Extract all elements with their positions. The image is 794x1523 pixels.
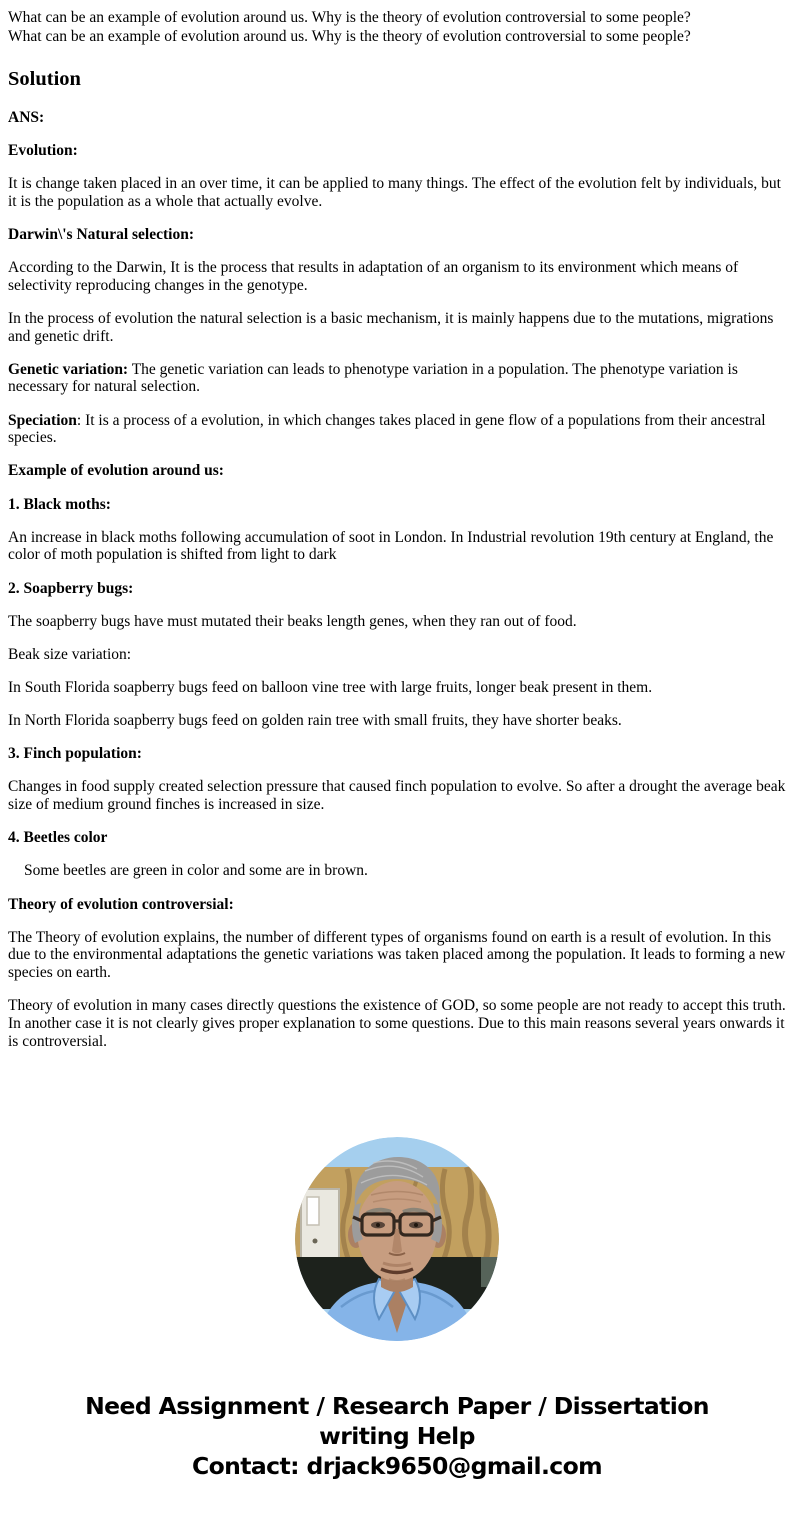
tutor-avatar xyxy=(295,1137,499,1341)
paragraph: The Theory of evolution explains, the number of different types of organisms found on earth is a result of evolution. In this due to the environmental adaptations the genetic variations was taken placed among the population. It leads to forming a new species on earth. xyxy=(8,928,786,982)
footer-banner xyxy=(0,1391,794,1481)
paragraph: In South Florida soapberry bugs feed on balloon vine tree with large fruits, longer beak present in them. xyxy=(8,678,653,696)
footer-line: writing Help xyxy=(319,1422,475,1451)
paragraph: An increase in black moths following accumulation of soot in London. In Industrial revolution 19th century at England, the color of moth population is shifted from light to dark xyxy=(8,528,774,564)
footer-line: Need Assignment / Research Paper / Dissertation xyxy=(85,1392,709,1421)
paragraph: The soapberry bugs have must mutated their beaks length genes, when they ran out of food. xyxy=(8,612,577,630)
paragraph: It is change taken placed in an over time, it can be applied to many things. The effect of the evolution felt by individuals, but it is the population as a whole that actually evolve. xyxy=(8,175,781,210)
section-heading: 4. Beetles color xyxy=(8,829,108,847)
footer-contact: Contact: drjack9650@gmail.com xyxy=(191,1452,603,1481)
avatar-door-pane xyxy=(307,1197,319,1225)
paragraph: Speciation: It is a process of a evolution, in which changes takes placed in gene flow of a populations from their ancestral species. xyxy=(8,411,766,447)
question-line: What can be an example of evolution around us. Why is the theory of evolution controversial to some people? xyxy=(8,27,691,45)
paragraph: According to the Darwin, It is the process that results in adaptation of an organism to its environment which means of selectivity reproducing changes in the genotype. xyxy=(8,259,739,294)
paragraph: Some beetles are green in color and some are in brown. xyxy=(24,862,368,880)
avatar-door-knob xyxy=(313,1239,318,1244)
paragraph: Beak size variation: xyxy=(8,645,132,663)
avatar-pupil-left xyxy=(376,1223,380,1227)
paragraph: Changes in food supply created selection pressure that caused finch population to evolve. So after a drought the average beak size of medium ground finches is increased in size. xyxy=(8,778,786,814)
paragraph: Theory of evolution in many cases directly questions the existence of GOD, so some people are not ready to accept this truth. In another case it is not clearly gives proper explanation to some questions. Due to this main reasons several years onwards it is controversial. xyxy=(8,997,786,1050)
question-line: What can be an example of evolution around us. Why is the theory of evolution controversial to some people? xyxy=(8,9,691,26)
section-heading: 3. Finch population: xyxy=(8,745,142,763)
section-heading: Theory of evolution controversial: xyxy=(8,895,234,913)
paragraph: In North Florida soapberry bugs feed on golden rain tree with small fruits, they have shorter beaks. xyxy=(8,712,622,730)
solution-heading: Solution xyxy=(8,68,81,91)
section-heading: Example of evolution around us: xyxy=(8,462,224,480)
paragraph: Genetic variation: The genetic variation can leads to phenotype variation in a population. The phenotype variation is necessary for natural selection. xyxy=(8,360,738,396)
section-heading: Evolution: xyxy=(8,142,78,160)
section-heading: 2. Soapberry bugs: xyxy=(8,579,134,597)
avatar-pupil-right xyxy=(414,1223,418,1227)
section-heading: ANS: xyxy=(8,108,45,126)
tutor-avatar-image xyxy=(295,1137,499,1341)
section-heading: 1. Black moths: xyxy=(8,495,111,513)
section-heading: Darwin\'s Natural selection: xyxy=(8,225,194,243)
avatar-band-highlight xyxy=(481,1257,499,1287)
paragraph: In the process of evolution the natural selection is a basic mechanism, it is mainly happens due to the mutations, migrations and genetic drift. xyxy=(8,309,774,345)
